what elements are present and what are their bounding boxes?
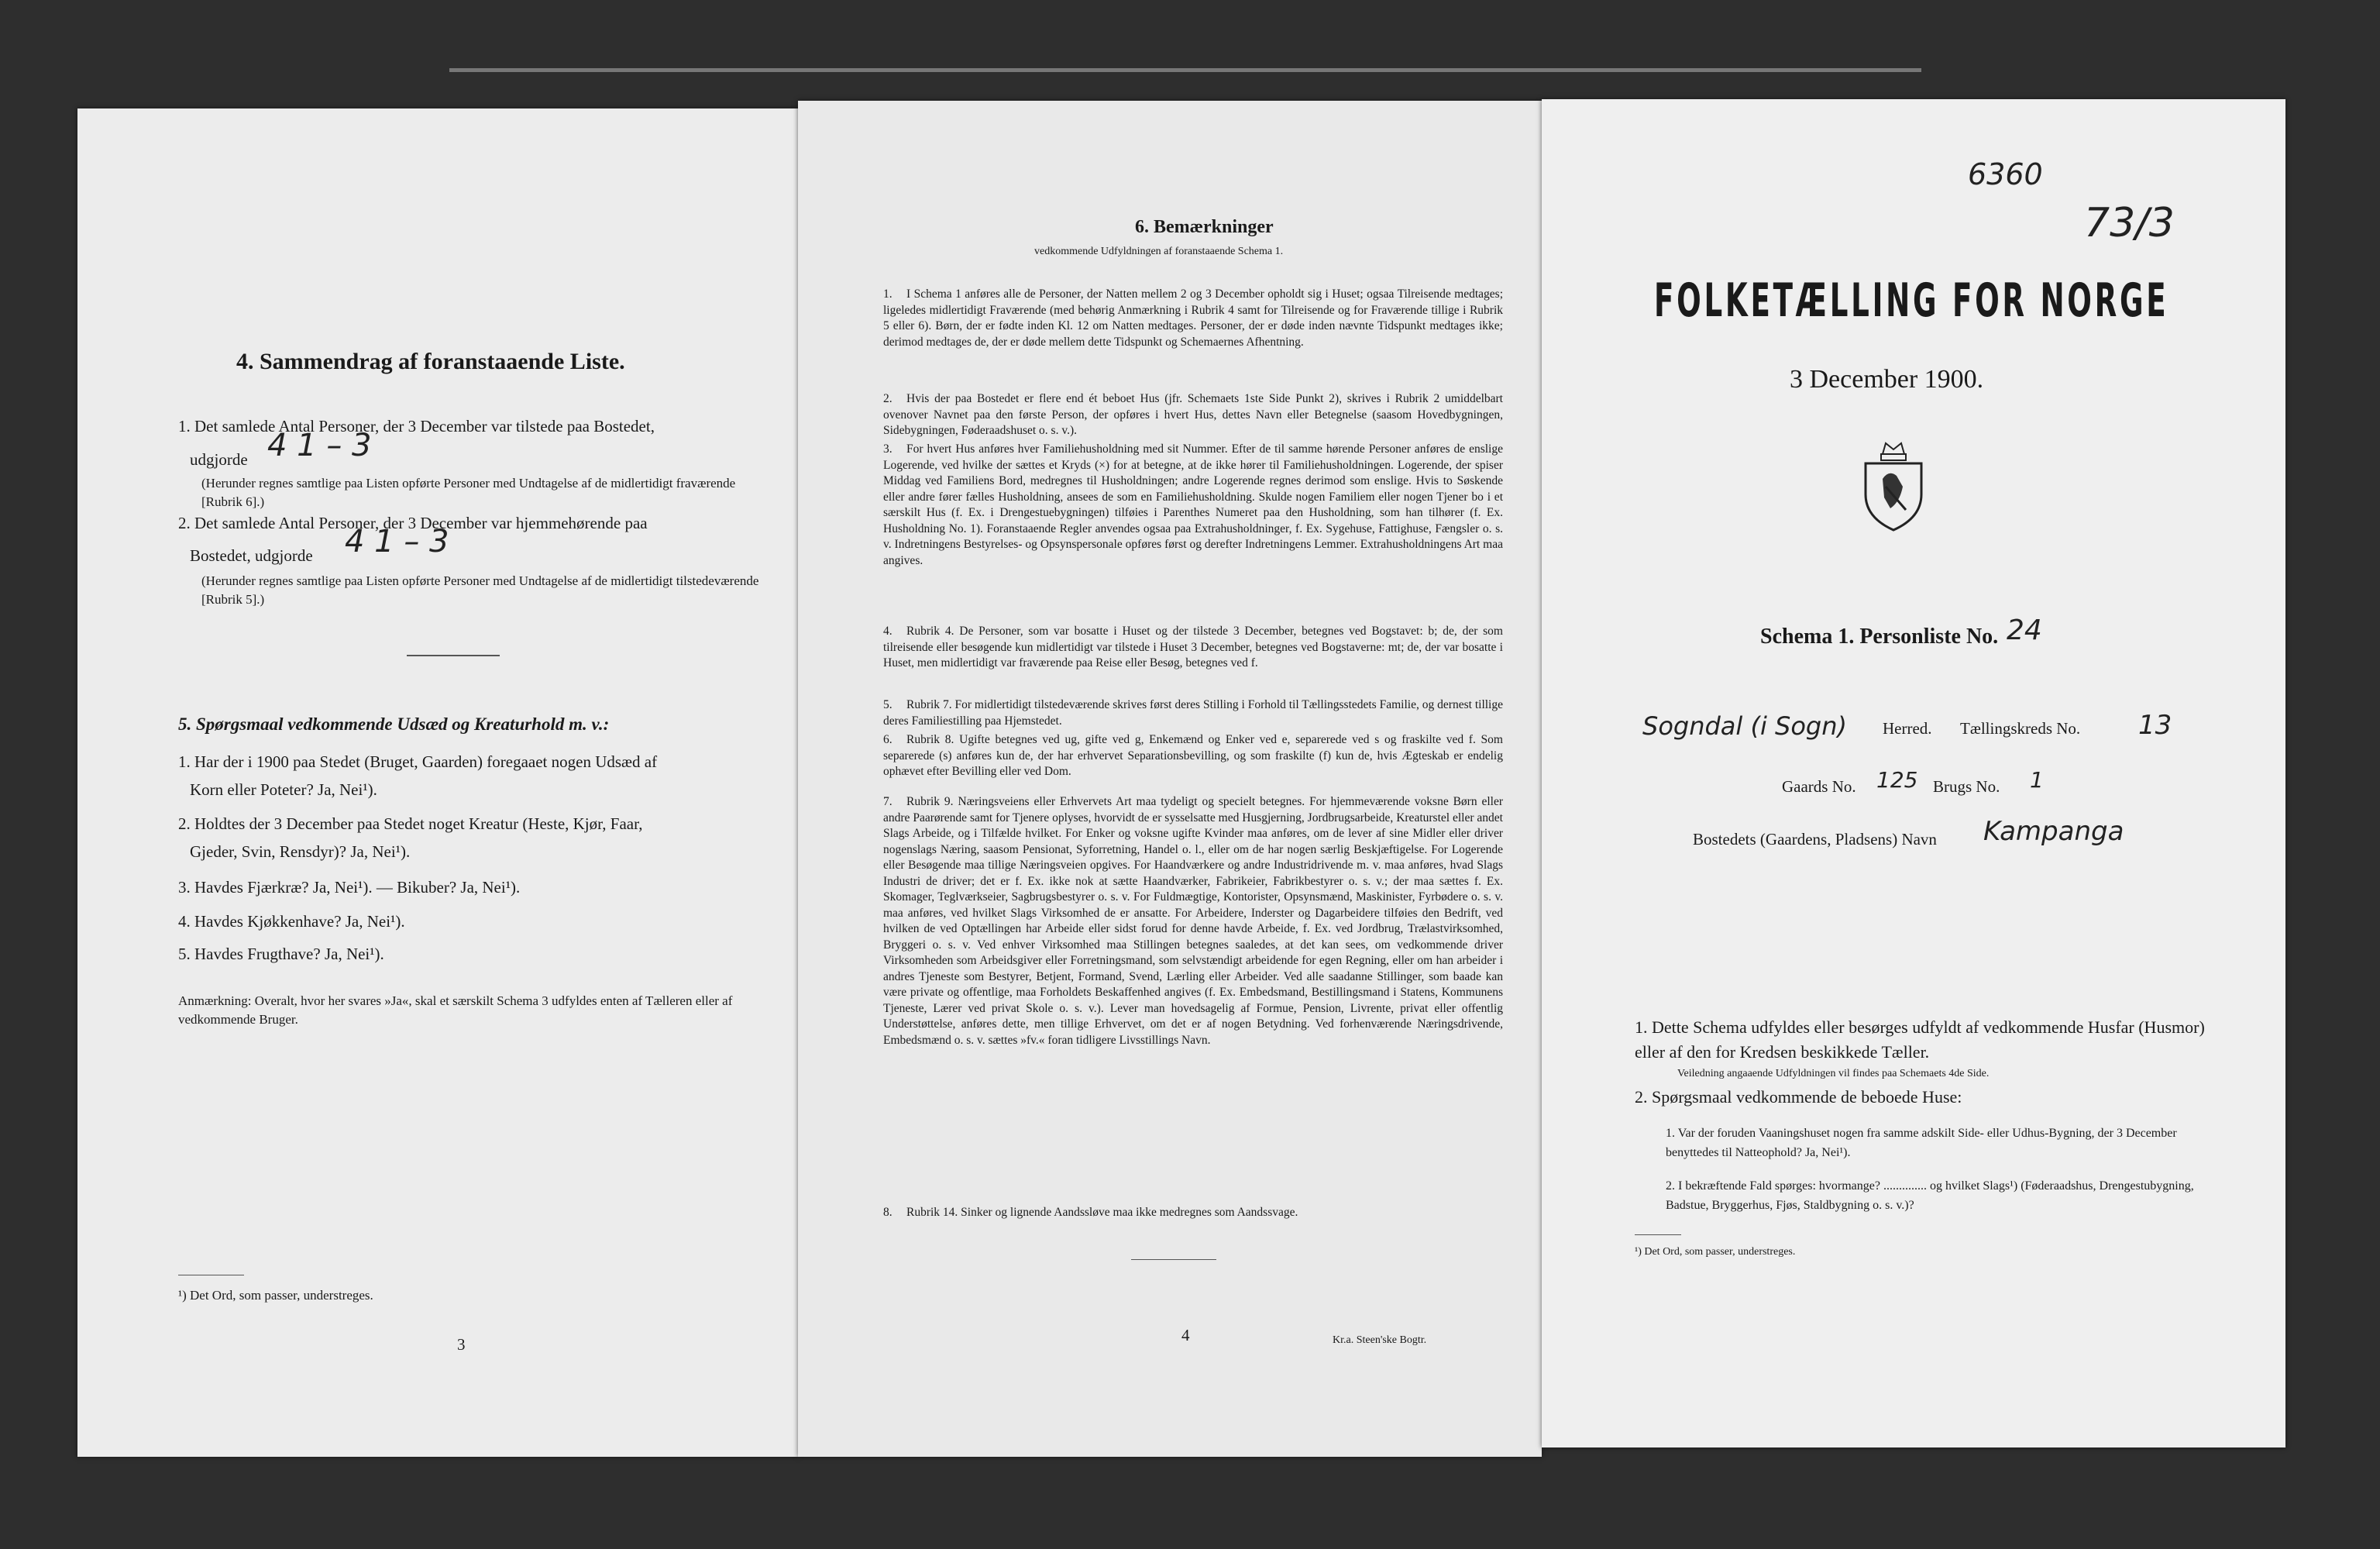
divider (1131, 1259, 1216, 1260)
instruction-2-1: 1. Var der foruden Vaaningshuset nogen fra samme adskilt Side- eller Udhus-Bygning, der 3 December benyttedes til Natteophold? Ja, Nei¹). (1666, 1127, 2177, 1159)
remark-1: 1. I Schema 1 anføres alle de Personer, der Natten mellem 2 og 3 December opholdt sig i Huset; ogsaa Tilreisende medtages; ligeledes midlertidigt Fraværende (med behørig Anmærkning i Rubrik 4 samt for Tilreisende og for Fraværende tillige i Rubrik 5 eller 6). Børn, der er fødte inden Kl. 12 om Natten medtages. Personer, der er døde inden nævnte Tidspunkt medtages ikke; derimod medtages de, der er døde mellem dette Tidspunkt og Schemaernes Afhentning. (883, 287, 1503, 349)
schema-label: Schema 1. Personliste No. (1760, 625, 1999, 649)
remark-8: 8. Rubrik 14. Sinker og lignende Aandssløve maa ikke medregnes som Aandssvage. (883, 1206, 1298, 1219)
remark-2: 2. Hvis der paa Bostedet er flere end ét beboet Hus (jfr. Schemaets 1ste Side Punkt 2), skrives i Rubrik 2 umiddelbart ovenover Navnet paa den første Person, der opføres i hvert Hus, dettes Navn eller Betegnelse (saasom Hovedbygningen, Sidebygningen, Føderaadshuset o. s. v.). (883, 392, 1503, 437)
middle-page (798, 101, 1542, 1457)
bosted-label: Bostedets (Gaardens, Pladsens) Navn (1693, 830, 1937, 849)
gaards-value: 125 (1876, 767, 1918, 793)
right-page (1542, 99, 2285, 1447)
kreds-label: Tællingskreds No. (1960, 719, 2081, 738)
herred-value: Sogndal (i Sogn) (1642, 711, 1847, 741)
q5-2: 2. Holdtes der 3 December paa Stedet noget Kreatur (Heste, Kjør, Faar, (178, 814, 643, 833)
remark-4: 4. Rubrik 4. De Personer, som var bosatte i Huset og der tilstede 3 December, betegnes ved Bogstavet: b; de, der som tilreisende eller besøgende kun midlertidigt var tilstede i Huset 3 December, betegnes ved Bogstaverne: mt; de, der var bosatte i Huset, men midlertidigt var fraværende paa Reise eller Besøg, betegnes ved f. (883, 625, 1503, 670)
footnote: ¹) Det Ord, som passer, understreges. (1635, 1246, 1796, 1258)
bosted-value: Kampanga (1983, 816, 2124, 847)
gaards-label: Gaards No. (1782, 777, 1856, 796)
footnote-rule (1635, 1234, 1681, 1235)
remark-7: 7. Rubrik 9. Næringsveiens eller Erhvervets Art maa tydeligt og specielt betegnes. For hjemmeværende voksne Børn eller andre Paarørende samt for Tjenere oplyses, hvorvidt de er sysselsatte med Husgjerning, Jordbrugsarbeide, Kreaturstel eller andet Slags Arbeide, og i Tilfælde hvilket. For Enker og voksne ugifte Kvinder maa anføres, om de lever af sine Midler eller driver nogenslags Næring, saasom Pensionat, Syforretning, Handel o. l., eller om de har nogen særlig Beskjæftigelse. For Logerende eller Besøgende maa tillige Næringsveien opgives. For Haandværkere og andre Industridrivende m. v. maa anføres, hvad Slags Industri de driver; det er f. Ex. ikke nok at sætte Haandværker, Fabrikeier, Fabrikbestyrer o. s. v.; der maa sættes f. Ex. Skomager, Teglværkseier, Sagbrugsbestyrer o. s. v. For Fuldmægtige, Kontorister, Opsynsmænd, Maskinister, Fyrbødere o. s. v. maa anføres, ved hvilket Slags Virksomhed de er ansatte. For Arbeidere, Inderster og Dagarbeidere tilføies den Bedrift, ved hvilken de ved Optællingen har Arbeide eller sidst forud for denne havde Arbeide, f. Ex. ved Jordbrug, Trælastvirksomhed, Bryggeri o. s. v. Ved enhver Virksomhed maa Stillingen betegnes saaledes, at det kan sees, om vedkommende driver Virksomheden som Arbeidsgiver eller Forretningsmand, som selvstændigt arbeidende for egen Regning, eller om han arbeider i andres Tjeneste som Bestyrer, Betjent, Formand, Svend, Lærling eller Arbeider. Ved alle saadanne Stillinger, som baade kan være private og offentlige, maa Forholdets Beskaffenhed angives (f. Ex. Embedsmand, Bestillingsmand i Statens, Kommunens Tjeneste, Lærer ved privat Skole o. s. v.). Lever man hovedsagelig af Formue, Pension, Livrente, privat eller offentlig Understøttelse, anføres dette, men tillige Erhvervet, om det er af nogen Betydning. Ved forhenværende Næringsdrivende, Embedsmænd o. s. v. sættes »fv.« foran tidligere Livsstillings Navn. (883, 795, 1503, 1047)
schema-number: 24 (2007, 614, 2042, 646)
q1-note: (Herunder regnes samtlige paa Listen opførte Personer med Undtagelse af de midlertidigt fraværende [Rubrik 6].) (201, 476, 736, 509)
page-number: 3 (457, 1335, 466, 1354)
handwritten-ref: 73/3 (2084, 200, 2175, 246)
q2-text: 2. Det samlede Antal Personer, der 3 December var hjemmehørende paa (178, 514, 648, 532)
coat-of-arms-icon (1859, 440, 1928, 533)
q5-2b: Gjeder, Svin, Rensdyr)? Ja, Nei¹). (190, 842, 411, 861)
remarks-subtitle: vedkommende Udfyldningen af foranstaaende Schema 1. (1034, 246, 1284, 257)
section-5-title: 5. Spørgsmaal vedkommende Udsæd og Kreaturhold m. v.: (178, 714, 610, 734)
q1-udgjorde: udgjorde (190, 450, 248, 469)
archive-number: 6360 (1968, 157, 2043, 191)
top-edge-line (449, 68, 1921, 72)
section-4-title: 4. Sammendrag af foranstaaende Liste. (236, 349, 625, 374)
instruction-2-2: 2. I bekræftende Fald spørges: hvormange? .............. og hvilket Slags¹) (Føderaadshus, Drengestubygning, Badstue, Bryggerhus, Fjøs, Staldbygning o. s. v.)? (1666, 1179, 2194, 1212)
q5-5: 5. Havdes Frugthave? Ja, Nei¹). (178, 945, 384, 963)
page-number: 4 (1181, 1326, 1190, 1344)
q2-bosted: Bostedet, udgjorde (190, 546, 313, 565)
brugs-value: 1 (2030, 767, 2044, 793)
instruction-1-note: Veiledning angaaende Udfyldningen vil findes paa Schemaets 4de Side. (1677, 1068, 1990, 1079)
brugs-label: Brugs No. (1933, 777, 2000, 796)
q5-4: 4. Havdes Kjøkkenhave? Ja, Nei¹). (178, 912, 405, 931)
document-date: 3 December 1900. (1790, 365, 1984, 394)
printer-mark: Kr.a. Steen'ske Bogtr. (1333, 1334, 1427, 1346)
left-page (77, 108, 798, 1457)
footnote: ¹) Det Ord, som passer, understreges. (178, 1288, 373, 1303)
remarks-title: 6. Bemærkninger (1135, 217, 1274, 237)
divider (407, 655, 500, 656)
remark-6: 6. Rubrik 8. Ugifte betegnes ved ug, gifte ved g, Enkemænd og Enker ved e, separerede ved s og fraskilte ved f. Som separerede (s) anføres kun de, der har erhvervet Separationsbevilling, og som fraskilte (f) kun de, hvis Ægteskab er endelig ophævet efter Bevilling eller ved Dom. (883, 733, 1503, 778)
q5-3: 3. Havdes Fjærkræ? Ja, Nei¹). — Bikuber? Ja, Nei¹). (178, 878, 521, 897)
q1-text: 1. Det samlede Antal Personer, der 3 December var tilstede paa Bostedet, (178, 417, 655, 435)
document-title: FOLKETÆLLING FOR NORGE (1654, 274, 2169, 328)
q2-handwritten-answer: 4 1 – 3 (345, 524, 449, 559)
remark-5: 5. Rubrik 7. For midlertidigt tilstedeværende skrives først deres Stilling i Forhold til Tællingsstedets Familie, og dernest tillige deres Familiestilling paa Hjemstedet. (883, 698, 1503, 728)
instruction-2: 2. Spørgsmaal vedkommende de beboede Huse: (1635, 1087, 1962, 1107)
q5-1b: Korn eller Poteter? Ja, Nei¹). (190, 780, 377, 799)
q1-handwritten-answer: 4 1 – 3 (267, 428, 372, 463)
q2-note: (Herunder regnes samtlige paa Listen opførte Personer med Undtagelse af de midlertidigt tilstedeværende [Rubrik 5].) (201, 573, 759, 607)
remark-3: 3. For hvert Hus anføres hver Familiehusholdning med sit Nummer. Efter de til samme hørende Personer anføres de enslige Logerende, ved hvilke der sættes et Kryds (×) for at betegne, at de ikke hører til Familiehusholdningen. Logerende, der spiser Middag ved Familiens Bord, medregnes til Husholdningen; andre Logerende regnes derimod som enslige. Hvis to Søskende eller andre fører fælles Husholdning, ansees de som en Familiehusholdning. Skulde nogen Familiem eller nogen Tjener bo i et særskilt Hus (f. Ex. i Drengestuebygningen) tilføies i Parenthes Numeret paa den Husholdning, som han tilhører (f. Ex. Husholdning No. 1). Foranstaaende Regler anvendes ogsaa paa Extrahusholdninger, f. Ex. Sygehuse, Fattighuse, Fængsler o. s. v. Indretningens Bestyrelses- og Opsynspersonale opføres først og derefter Indretningens Lemmer. Extrahusholdningens Art maa angives. (883, 442, 1503, 567)
kreds-value: 13 (2138, 710, 2172, 741)
q5-1: 1. Har der i 1900 paa Stedet (Bruget, Gaarden) foregaaet nogen Udsæd af (178, 752, 658, 771)
herred-label: Herred. (1883, 719, 1932, 738)
instruction-1: 1. Dette Schema udfyldes eller besørges udfyldt af vedkommende Husfar (Husmor) eller af den for Kredsen beskikkede Tæller. (1635, 1017, 2205, 1062)
anmerkning: Anmærkning: Overalt, hvor her svares »Ja«, skal et særskilt Schema 3 udfyldes enten af Tælleren eller af vedkommende Bruger. (178, 993, 733, 1027)
